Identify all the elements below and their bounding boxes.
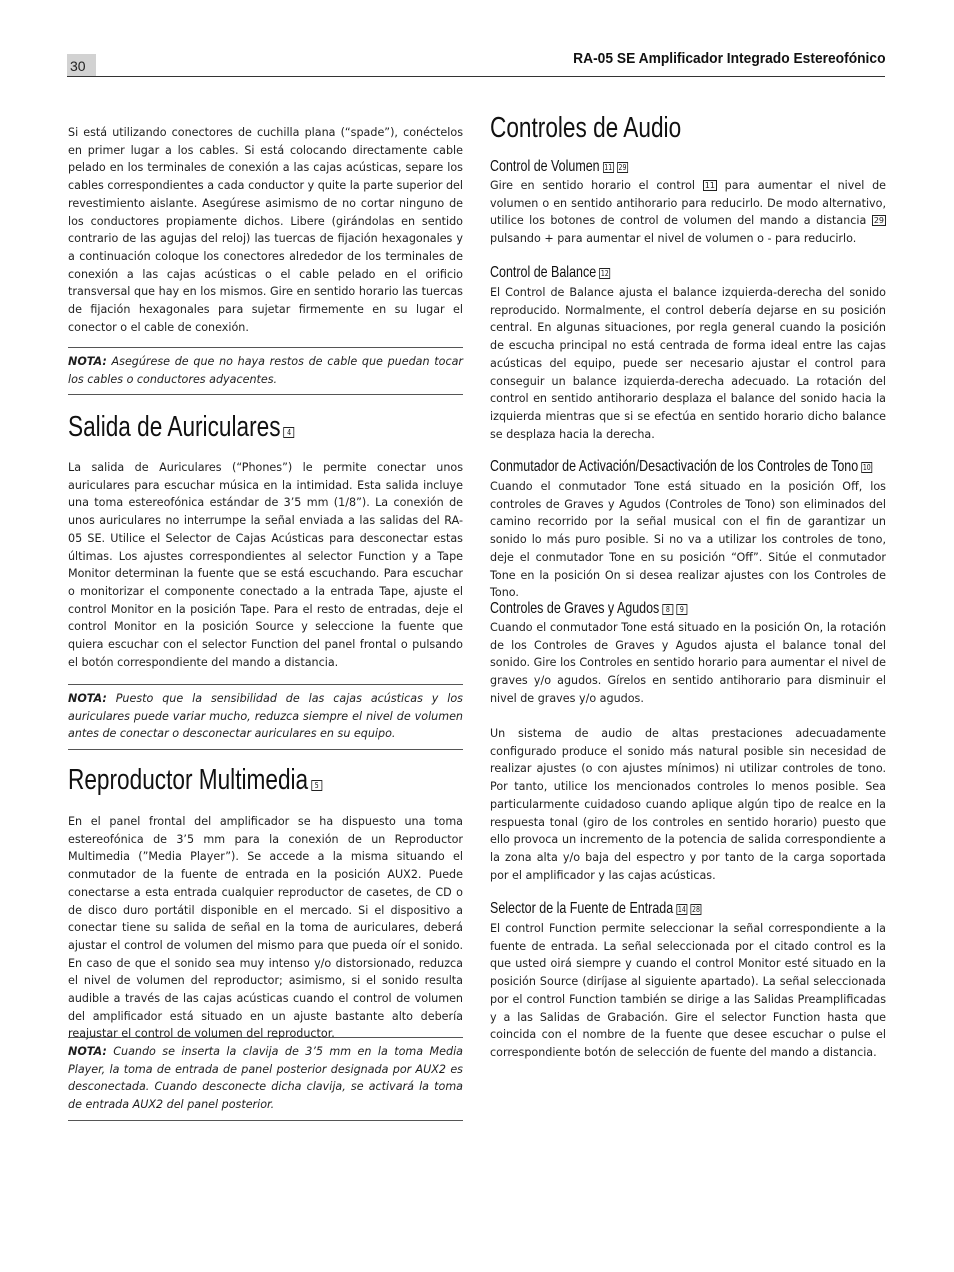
header-rule: [67, 76, 885, 77]
reference-number-badge: 29: [873, 216, 884, 226]
text-run: pulsando + para aumentar el nivel de volumen o - para reducirlo.: [490, 232, 857, 246]
note-auriculares: [68, 684, 463, 750]
note-text: Asegúrese de que no haya restos de cable que puedan tocar los cables o conductores adyacentes.: [68, 355, 463, 386]
reference-number-badge: 4: [284, 427, 295, 438]
graves-paragraph-2: Un sistema de audio de altas prestaciones adecuadamente configurado produce el sonido más natural posible sin necesidad de realizar ajustes (o con ajustes mínimos) ni utilizar controles de tono. Por tanto, utilice los mencionados controles lo menos posible. Sea particularmente cuidadoso cuando aplique algún tipo de realce en la respuesta tonal (giro de los controles en sentido horario) puesto que ello provoca un incremento de la potencia de salida correspondiente a la zona alta y/o baja del espectro y por tanto de la carga soportada por el amplificador y las cajas acústicas.: [490, 727, 886, 882]
subheading-volumen: [490, 157, 886, 177]
balance-section: [490, 284, 886, 443]
selector-paragraph: El control Function permite seleccionar la señal correspondiente a la fuente de entrada. La señal seleccionada por el citado control es la que usted oirá siempre y cuando el control Monitor esté situado en la posición Source (diríjase al siguiente apartado). La señal seleccionada por el control Function también se dirige a las Salidas Preamplificadas y a las Salidas de Grabación. Gire el selector Function hasta que coincida con el nombre de la fuente que desee escuchar o pulse el correspondiente botón de selección de fuente del mando a distancia.: [490, 922, 886, 1059]
auriculares-paragraph: La salida de Auriculares (“Phones”) le permite conectar unos auriculares para escuchar música en la intimidad. Esta salida incluye una toma estereofónica estándar de 3’5 mm (1/8”). La conexión de unos auriculares no interrumpe la señal enviada a las salidas del RA-05 SE. Utilice el Selector de Cajas Acústicas para desconectar estas últimas. Los ajustes correspondientes al selector Function y a Tape Monitor determinan la fuente que se está escuchando. Para escuchar o monitorizar el componente conectado a la entrada Tape, ajuste el control Monitor en la posición Tape. Para el resto de entradas, deje el control Monitor en la posición Source y seleccione la fuente que quiera escuchar con el selector Function del panel frontal o pulsando el botón correspondiente del mando a distancia.: [68, 461, 463, 669]
reference-number-badge: 11: [604, 163, 613, 172]
note-label: NOTA:: [68, 1045, 107, 1058]
subheading-balance: [490, 263, 886, 283]
intro-section: [68, 124, 463, 336]
multimedia-section: [68, 813, 463, 1043]
reference-number-badge: 28: [692, 905, 700, 914]
note-text: Cuando se inserta la clavija de 3’5 mm en la toma Media Player, la toma de entrada de panel posterior designada por AUX2 es desconectada. Cuando desconecte dicha clavija, se activará la toma de entrada AUX2 del panel posterior.: [68, 1045, 463, 1112]
subheading-text: Control de Volumen: [490, 158, 600, 175]
selector-section: [490, 920, 886, 1062]
graves-section-2: [490, 725, 886, 884]
tono-switch-paragraph: Cuando el conmutador Tone está situado en la posición Off, los controles de Graves y Agudos (Controles de Tono) son eliminados del camino recorrido por la señal musical con el fin de garantizar un sonido lo más puro posible. Si no va a utilizar los controles de tono, deje el conmutador Tone en su posición “Off”. Sitúe el conmutador Tone en la posición On si desea realizar ajustes con los Controles de Tono.: [490, 480, 886, 600]
reference-number-badge: 10: [862, 463, 871, 472]
reference-number-badge: 29: [618, 163, 627, 172]
auriculares-section: [68, 459, 463, 671]
heading-text: Reproductor Multimedia: [68, 764, 309, 796]
reference-number-badge: 5: [311, 780, 322, 791]
text-run: para aumentar el nivel de volumen o en sentido antihorario para reducirlo. De modo alternativo, utilice los botones de control de volumen del mando a distancia: [490, 179, 886, 228]
heading-text: Controles de Audio: [490, 112, 682, 144]
reference-number-badge: 11: [704, 181, 715, 190]
heading-text: Salida de Auriculares: [68, 411, 281, 443]
note-label: NOTA:: [68, 355, 107, 368]
page-number: 30: [67, 54, 96, 76]
subheading-text: Conmutador de Activación/Desactivación de los Controles de Tono: [490, 458, 859, 475]
subheading-tono-switch: [490, 457, 886, 477]
note-multimedia: [68, 1037, 463, 1121]
graves-paragraph: Cuando el conmutador Tone está situado en la posición On, la rotación de los Controles de Graves y Agudos ajusta el balance tonal del sonido. Gire los Controles en sentido horario para aumentar el nivel de graves y/o agudos. Gírelos en sentido antihorario para disminuir el nivel de graves y/o agudos.: [490, 621, 886, 705]
balance-paragraph: El Control de Balance ajusta el balance izquierda-derecha del sonido reproducido. Normalmente, el control debería dejarse en su posición central. En algunas situaciones, por regla general cuando la posición de escucha principal no está centrada de forma ideal entre las cajas acústicas del equipo, puede ser necesario ajustar el control para conseguir un balance izquierda-derecha adecuado. La rotación del control en sentido antihorario desplaza el balance del sonido hacia la izquierda mientras que si se efectúa en sentido horario dicho balance se desplaza hacia la derecha.: [490, 286, 886, 441]
reference-number-badge: 12: [600, 269, 609, 278]
reference-number-badge: 8: [662, 604, 673, 615]
reference-number-badge: 9: [676, 604, 687, 615]
multimedia-paragraph: En el panel frontal del amplificador se ha dispuesto una toma estereofónica de 3’5 mm para la conexión de un Reproductor Multimedia (”Media Player”). Se accede a la misma situando el conmutador de la fuente de entrada en la posición AUX2. Puede conectarse a esta entrada cualquier reproductor de casetes, de CD o de disco duro portátil disponible en el mercado. Si el dispositivo a conectar tiene su salida de señal en la toma de auriculares, deberá ajustar el control de volumen del mismo para que pueda oír el sonido. En caso de que el sonido sea muy intenso y/o distorsionado, reduzca el nivel de volumen del reproductor; asimismo, si el sonido resulta audible a través de las cajas acústicas cuando el control de volumen del amplificador está situado en un ajuste bastante alto debería reajustar el control de volumen del reproductor.: [68, 815, 463, 1041]
tono-switch-section: [490, 478, 886, 602]
volumen-section: [490, 177, 886, 248]
intro-paragraph: Si está utilizando conectores de cuchilla plana (“spade”), conéctelos en primer lugar a los cables. Si está colocando directamente cable pelado en los terminales de conexión a las cajas acústicas, separe los cables correspondientes a cada conductor y quite la parte superior del revestimiento aislante. Asegúrese asimismo de no cortar ninguno de los conductores propiamente dichos. Libere (girándolas en sentido contrario de las agujas del reloj) las tuercas de fijación hexagonales y a continuación coloque los conectores alrededor de los terminales de conexión a las cajas acústicas o el cable pelado en el orificio transversal que hay en los mismos. Gire en sentido horario las tuercas de fijación hexagonales para sujetar firmemente en su lugar el conector o el cable de conexión.: [68, 126, 463, 334]
subheading-graves: [490, 599, 886, 619]
text-run: Gire en sentido horario el control: [490, 179, 703, 192]
subheading-text: Controles de Graves y Agudos: [490, 600, 660, 617]
note-cables: [68, 347, 463, 395]
reference-number-badge: 14: [677, 905, 686, 914]
subheading-text: Control de Balance: [490, 264, 597, 281]
graves-section: [490, 619, 886, 708]
main-heading: [490, 111, 886, 145]
section-heading-multimedia: [68, 763, 463, 797]
note-label: NOTA:: [68, 692, 107, 705]
subheading-selector: [490, 899, 886, 919]
section-heading-auriculares: [68, 410, 463, 444]
document-title: RA-05 SE Amplificador Integrado Estereofónico: [572, 50, 885, 67]
note-text: Puesto que la sensibilidad de las cajas acústicas y los auriculares puede variar mucho, reduzca siempre el nivel de volumen antes de conectar o desconectar auriculares en su equipo.: [68, 692, 463, 741]
volumen-paragraph: [490, 177, 886, 248]
subheading-text: Selector de la Fuente de Entrada: [490, 900, 674, 917]
